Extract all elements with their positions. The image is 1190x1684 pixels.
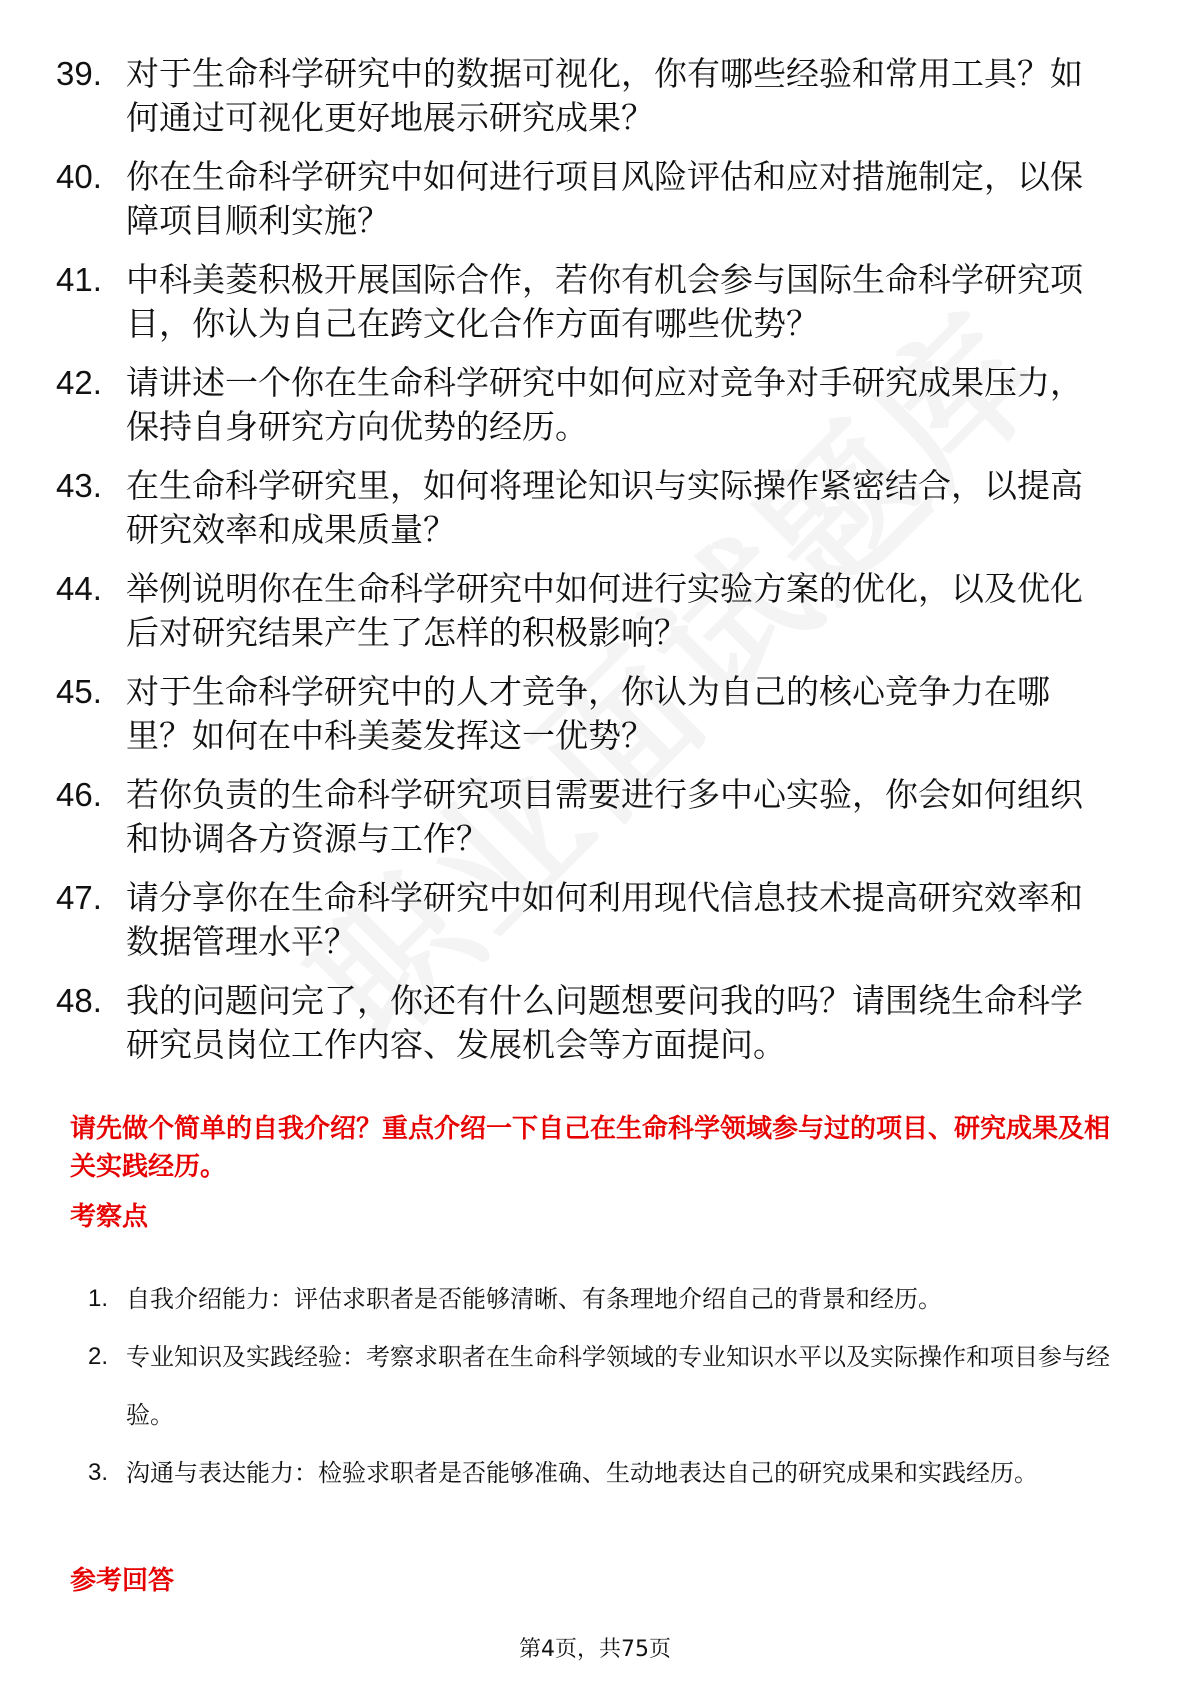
question-text: 请分享你在生命科学研究中如何利用现代信息技术提高研究效率和数据管理水平？ bbox=[126, 878, 1083, 961]
point-text: 自我介绍能力：评估求职者是否能够清晰、有条理地介绍自己的背景和经历。 bbox=[126, 1285, 942, 1313]
question-number: 41. bbox=[56, 261, 102, 298]
question-item bbox=[0, 567, 1190, 655]
question-number: 40. bbox=[56, 158, 102, 195]
question-item bbox=[0, 258, 1190, 346]
point-number: 2. bbox=[88, 1343, 109, 1370]
assessment-points-heading: 考察点 bbox=[70, 1202, 149, 1232]
question-text: 中科美菱积极开展国际合作，若你有机会参与国际生命科学研究项目，你认为自己在跨文化合作方面有哪些优势？ bbox=[126, 260, 1083, 343]
point-text: 专业知识及实践经验：考察求职者在生命科学领域的专业知识水平以及实际操作和项目参与经验。 bbox=[126, 1343, 1110, 1429]
question-number: 45. bbox=[56, 673, 102, 710]
question-text: 若你负责的生命科学研究项目需要进行多中心实验，你会如何组织和协调各方资源与工作？ bbox=[126, 775, 1083, 858]
intro-question: 请先做个简单的自我介绍？重点介绍一下自己在生命科学领域参与过的项目、研究成果及相关实践经历。 bbox=[70, 1114, 1111, 1182]
question-item bbox=[0, 361, 1190, 449]
assessment-point bbox=[0, 1270, 1190, 1328]
page-footer: 第4页，共75页 bbox=[519, 1637, 671, 1662]
point-text: 沟通与表达能力：检验求职者是否能够准确、生动地表达自己的研究成果和实践经历。 bbox=[126, 1459, 1038, 1487]
question-number: 42. bbox=[56, 364, 102, 401]
question-item bbox=[0, 670, 1190, 758]
question-number: 43. bbox=[56, 467, 102, 504]
question-item bbox=[0, 979, 1190, 1067]
question-item bbox=[0, 876, 1190, 964]
point-number: 3. bbox=[88, 1459, 109, 1486]
question-number: 48. bbox=[56, 982, 102, 1019]
question-list bbox=[0, 52, 1190, 1082]
question-number: 46. bbox=[56, 776, 102, 813]
question-text: 你在生命科学研究中如何进行项目风险评估和应对措施制定，以保障项目顺利实施？ bbox=[126, 157, 1083, 240]
question-item bbox=[0, 52, 1190, 140]
question-number: 44. bbox=[56, 570, 102, 607]
question-number: 39. bbox=[56, 55, 102, 92]
reference-answer-heading: 参考回答 bbox=[70, 1566, 175, 1596]
question-text: 举例说明你在生命科学研究中如何进行实验方案的优化，以及优化后对研究结果产生了怎样的积极影响？ bbox=[126, 569, 1083, 652]
assessment-point bbox=[0, 1328, 1190, 1444]
question-text: 在生命科学研究里，如何将理论知识与实际操作紧密结合，以提高研究效率和成果质量？ bbox=[126, 466, 1083, 549]
question-item bbox=[0, 464, 1190, 552]
assessment-point bbox=[0, 1444, 1190, 1502]
assessment-points-list bbox=[0, 1270, 1190, 1502]
question-text: 对于生命科学研究中的人才竞争，你认为自己的核心竞争力在哪里？如何在中科美菱发挥这一优势？ bbox=[126, 672, 1050, 755]
question-item bbox=[0, 155, 1190, 243]
question-text: 我的问题问完了，你还有什么问题想要问我的吗？请围绕生命科学研究员岗位工作内容、发展机会等方面提问。 bbox=[126, 981, 1083, 1064]
question-text: 请讲述一个你在生命科学研究中如何应对竞争对手研究成果压力，保持自身研究方向优势的经历。 bbox=[126, 363, 1083, 446]
question-text: 对于生命科学研究中的数据可视化，你有哪些经验和常用工具？如何通过可视化更好地展示研究成果？ bbox=[126, 54, 1083, 137]
question-number: 47. bbox=[56, 879, 102, 916]
question-item bbox=[0, 773, 1190, 861]
point-number: 1. bbox=[88, 1285, 109, 1312]
